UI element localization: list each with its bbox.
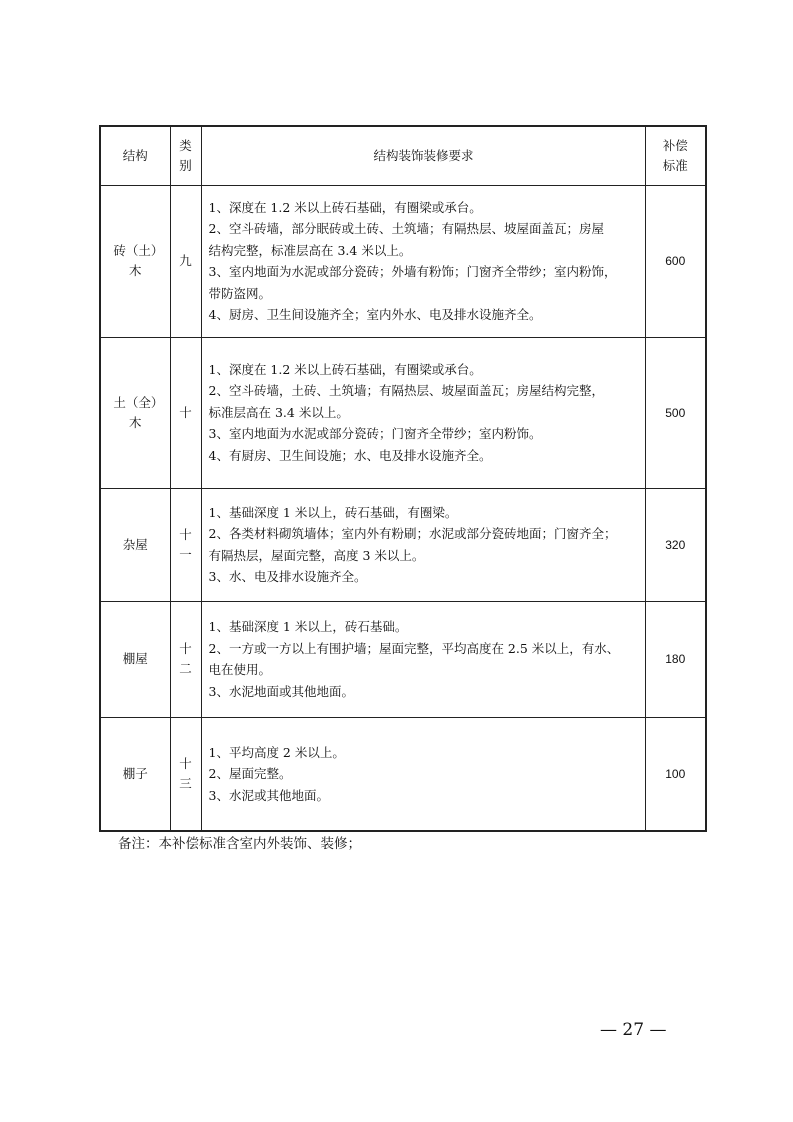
- category-cell: [170, 337, 201, 488]
- requirements-cell: [201, 717, 645, 831]
- category-cell: [170, 601, 201, 717]
- requirement-line: 3、水泥地面或其他地面。: [208, 683, 354, 699]
- table-row: [100, 337, 706, 488]
- table-row: [100, 717, 706, 831]
- structure-text: 砖（土）木: [113, 243, 158, 278]
- requirement-line: 标准层高在 3.4 米以上。: [208, 404, 349, 420]
- category-text: 九: [179, 253, 192, 268]
- requirement-line: 4、厨房、卫生间设施齐全；室内外水、电及排水设施齐全。: [208, 307, 542, 322]
- requirement-line: 有隔热层，屋面完整，高度 3 米以上。: [208, 547, 425, 563]
- standard-cell: 180: [645, 601, 706, 717]
- category-cell: [170, 717, 201, 831]
- category-text: 十: [179, 404, 192, 420]
- structure-cell: 棚子: [100, 717, 170, 831]
- requirement-line: 1、平均高度 2 米以上。: [208, 744, 345, 760]
- requirement-line: 结构完整，标准层高在 3.4 米以上。: [208, 242, 412, 258]
- category-text: 十二: [179, 641, 192, 676]
- table-row: [100, 185, 706, 337]
- requirement-line: 2、空斗砖墙，部分眠砖或土砖、土筑墙；有隔热层、坡屋面盖瓦；房屋: [208, 221, 604, 236]
- category-cell: [170, 488, 201, 601]
- structure-cell: 杂屋: [100, 488, 170, 601]
- table-row: [100, 488, 706, 601]
- header-standard-text: 补偿标准: [662, 137, 688, 173]
- requirements-cell: [201, 185, 645, 337]
- requirement-line: 电在使用。: [208, 662, 272, 677]
- requirement-line: 2、屋面完整。: [208, 766, 292, 781]
- requirement-line: 1、基础深度 1 米以上，砖石基础。: [208, 619, 408, 634]
- structure-cell: [100, 337, 170, 488]
- requirement-line: 2、一方或一方以上有围护墙；屋面完整，平均高度在 2.5 米以上，有水、: [208, 640, 620, 656]
- requirement-line: 1、基础深度 1 米以上，砖石基础，有圈梁。: [208, 504, 458, 520]
- requirement-line: 3、水、电及排水设施齐全。: [208, 569, 367, 584]
- requirement-line: 3、室内地面为水泥或部分瓷砖；外墙有粉饰；门窗齐全带纱；室内粉饰，: [208, 264, 617, 279]
- requirements-cell: [201, 488, 645, 601]
- structure-cell: 棚屋: [100, 601, 170, 717]
- header-requirements: 结构装饰装修要求: [201, 126, 645, 185]
- header-structure: 结构: [100, 126, 170, 185]
- requirement-line: 带防盗网。: [208, 285, 272, 301]
- header-standard: [645, 126, 706, 185]
- standard-cell: 320: [645, 488, 706, 601]
- table-remark: 备注：本补偿标准含室内外装饰、装修；: [118, 836, 361, 852]
- requirement-line: 1、深度在 1.2 米以上砖石基础，有圈梁或承台。: [208, 199, 482, 215]
- requirements-cell: [201, 601, 645, 717]
- category-text: 十一: [179, 526, 192, 562]
- header-category-text: 类别: [179, 137, 192, 173]
- standard-cell: 100: [645, 717, 706, 831]
- requirement-line: 2、空斗砖墙，土砖、土筑墙；有隔热层、坡屋面盖瓦；房屋结构完整，: [208, 383, 604, 399]
- structure-text: 土（全）木: [113, 394, 158, 430]
- table-row: [100, 601, 706, 717]
- standard-cell: 600: [645, 185, 706, 337]
- category-cell: [170, 185, 201, 337]
- header-category: [170, 126, 201, 185]
- requirement-line: 1、深度在 1.2 米以上砖石基础，有圈梁或承台。: [208, 361, 482, 377]
- requirement-line: 3、水泥或其他地面。: [208, 787, 329, 803]
- category-text: 十三: [179, 755, 192, 791]
- requirement-line: 4、有厨房、卫生间设施；水、电及排水设施齐全。: [208, 447, 492, 463]
- requirement-line: 3、室内地面为水泥或部分瓷砖；门窗齐全带纱；室内粉饰。: [208, 426, 542, 442]
- page-number: — 27 —: [600, 1020, 667, 1040]
- requirement-line: 2、各类材料砌筑墙体；室内外有粉刷；水泥或部分瓷砖地面；门窗齐全；: [208, 526, 617, 541]
- compensation-standard-table: [99, 125, 707, 832]
- table-header-row: [100, 126, 706, 185]
- requirements-cell: [201, 337, 645, 488]
- standard-cell: 500: [645, 337, 706, 488]
- structure-cell: [100, 185, 170, 337]
